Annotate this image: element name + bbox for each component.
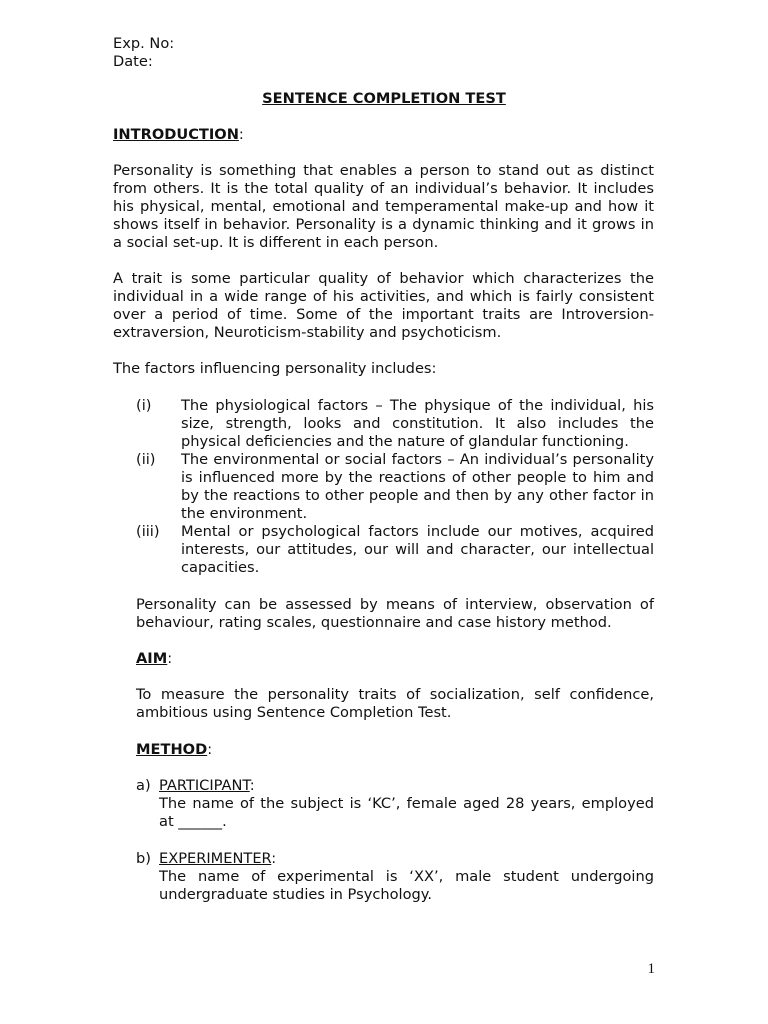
experimenter-colon: : [271, 850, 277, 867]
factor-text: The physiological factors – The physique of the individual, his size, strength, looks and constitution. It also includes the physical deficiencies and the nature of glandular functioning. [181, 397, 654, 450]
factor-text: Mental or psychological factors include our motives, acquired interests, our attitudes, our will and character, our intellectual capacities. [181, 523, 654, 576]
factor-number: (iii) [136, 523, 160, 540]
intro-paragraph-2: A trait is some particular quality of behavior which characterizes the individual in a wide range of his activities, and which is fairly consistent over a period of time. Some of the important traits are Introversion-extraversion, Neuroticism-stability and psychoticism. [113, 270, 654, 341]
exp-no-label: Exp. No: [113, 35, 175, 52]
experimenter-letter: b) [136, 850, 151, 867]
page-number: 1 [647, 961, 655, 977]
factor-text: The environmental or social factors – An individual’s personality is influenced more by the reactions of other people to him and by the reactions to other people and then by any other factor in the environment. [181, 451, 654, 522]
aim-text: To measure the personality traits of socialization, self confidence, ambitious using Sentence Completion Test. [136, 686, 654, 721]
aim-heading: AIM [136, 650, 168, 667]
participant-colon: : [249, 777, 255, 794]
factor-number: (ii) [136, 451, 156, 468]
assessment-paragraph: Personality can be assessed by means of interview, observation of behaviour, rating scales, questionnaire and case history method. [136, 596, 654, 631]
experimenter-label-line [159, 850, 654, 868]
method-heading-line [136, 741, 654, 759]
experimenter-text: The name of experimental is ‘XX’, male student undergoing undergraduate studies in Psychology. [159, 868, 654, 903]
introduction-heading: INTRODUCTION [113, 126, 239, 143]
introduction-colon: : [238, 126, 244, 143]
introduction-heading-line [113, 126, 654, 144]
experimenter-label: EXPERIMENTER [159, 850, 272, 867]
participant-text: The name of the subject is ‘KC’, female aged 28 years, employed at ______. [159, 795, 654, 830]
intro-paragraph-1: Personality is something that enables a person to stand out as distinct from others. It is the total quality of an individual’s behavior. It includes his physical, mental, emotional and temperamental make-up and how it shows itself in behavior. Personality is a dynamic thinking and it grows in a social set-up. It is different in each person. [113, 162, 654, 251]
method-heading: METHOD [136, 741, 208, 758]
participant-label: PARTICIPANT [159, 777, 250, 794]
factors-lead: The factors influencing personality includes: [113, 360, 437, 377]
participant-label-line [159, 777, 654, 795]
aim-heading-line [136, 650, 654, 668]
method-colon: : [207, 741, 213, 758]
aim-colon: : [167, 650, 173, 667]
document-title: SENTENCE COMPLETION TEST [262, 90, 506, 107]
factor-number: (i) [136, 397, 152, 414]
participant-letter: a) [136, 777, 151, 794]
date-label: Date: [113, 53, 153, 70]
